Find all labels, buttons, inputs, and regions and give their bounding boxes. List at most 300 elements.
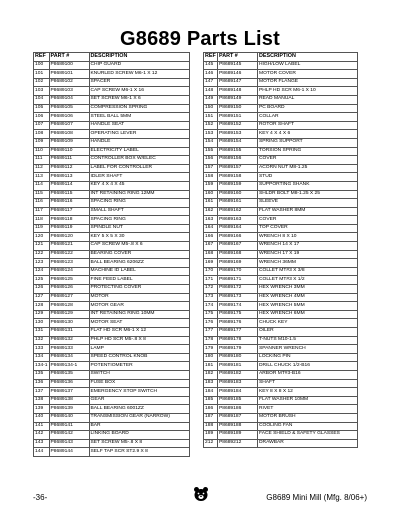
table-row [34, 379, 190, 388]
part-number-cell: P8689100 [49, 61, 89, 70]
ref-cell: 125 [34, 276, 50, 285]
description-cell: SPACING RING [89, 216, 189, 225]
ref-cell: 156 [204, 156, 218, 165]
description-cell: EMERGENCY STOP SWITCH [89, 388, 189, 397]
ref-cell: 182 [204, 370, 218, 379]
part-number-cell: P8689163 [218, 216, 258, 225]
table-row [204, 95, 358, 104]
part-number-cell: P8689141 [49, 422, 89, 431]
table-row [204, 242, 358, 251]
table-row [34, 285, 190, 294]
table-row [204, 413, 358, 422]
description-cell: HIGH/LOW LABEL [258, 61, 358, 70]
description-cell: CAP SCREW M6-1 X 16 [89, 87, 189, 96]
ref-cell: 148 [204, 87, 218, 96]
part-number-cell: P8689181 [218, 362, 258, 371]
table-row [34, 448, 190, 457]
table-row [34, 224, 190, 233]
ref-cell: 170 [204, 267, 218, 276]
table-row [204, 396, 358, 405]
description-cell: HEX WRENCH 4MM [258, 293, 358, 302]
table-row [204, 310, 358, 319]
description-cell: ARBOR MT#3-B16 [258, 370, 358, 379]
table-row [34, 302, 190, 311]
description-cell: COVER [258, 156, 358, 165]
description-cell: LOCKING PIN [258, 353, 358, 362]
table-row [34, 439, 190, 448]
description-cell: STUD [258, 173, 358, 182]
ref-cell: 132 [34, 336, 50, 345]
part-number-cell: P8689172 [218, 285, 258, 294]
description-cell: DRILL CHUCK 1/2-B16 [258, 362, 358, 371]
ref-cell: 169 [204, 259, 218, 268]
part-number-cell: P8689170 [218, 267, 258, 276]
table-row [34, 328, 190, 337]
part-number-cell: P8689140 [49, 413, 89, 422]
ref-cell: 184 [204, 388, 218, 397]
parts-table-right [203, 52, 358, 448]
table-row [204, 267, 358, 276]
description-cell: KEY 5 X 5 X 30 [89, 233, 189, 242]
description-cell: KEY 4 X 4 X 45 [89, 181, 189, 190]
description-cell: SET SCREW M5-.8 X 8 [89, 439, 189, 448]
ref-header: REF [34, 53, 50, 62]
table-row [204, 164, 358, 173]
ref-cell: 143 [34, 439, 50, 448]
table-row [204, 431, 358, 440]
part-number-cell: P8689119 [49, 224, 89, 233]
ref-cell: 154 [204, 138, 218, 147]
part-number-cell: P8689149 [218, 95, 258, 104]
table-row [34, 147, 190, 156]
description-cell: OPERATING LEVER [89, 130, 189, 139]
table-row [204, 156, 358, 165]
description-cell: TOP COVER [258, 224, 358, 233]
description-cell: STEEL BALL 5MM [89, 113, 189, 122]
part-number-cell: P8689154 [218, 138, 258, 147]
ref-cell: 139 [34, 405, 50, 414]
table-row [34, 207, 190, 216]
part-number-cell: P8689145 [218, 61, 258, 70]
table-row [204, 405, 358, 414]
description-cell: SPRING SUPPORT [258, 138, 358, 147]
part-number-cell: P8689180 [218, 353, 258, 362]
ref-cell: 140 [34, 413, 50, 422]
table-row [34, 250, 190, 259]
ref-cell: 153 [204, 130, 218, 139]
part-number-cell: P8689164 [218, 224, 258, 233]
part-number-cell: P8689138 [49, 396, 89, 405]
table-row [204, 78, 358, 87]
description-cell: TORSION SPRING [258, 147, 358, 156]
description-cell: CHIP GUARD [89, 61, 189, 70]
table-row [34, 164, 190, 173]
description-cell: SHAFT [258, 379, 358, 388]
description-cell: PC BOARD [258, 104, 358, 113]
table-row [204, 328, 358, 337]
part-number-cell: P8689182 [218, 370, 258, 379]
part-number-cell: P8689113 [49, 173, 89, 182]
ref-cell: 104 [34, 95, 50, 104]
table-row [34, 413, 190, 422]
table-row [34, 233, 190, 242]
ref-cell: 149 [204, 95, 218, 104]
description-cell: SET SCREW M6-1 X 6 [89, 95, 189, 104]
ref-cell: 187 [204, 413, 218, 422]
description-cell: WRENCH 14 X 17 [258, 242, 358, 251]
part-number-cell: P8689179 [218, 345, 258, 354]
table-row [34, 113, 190, 122]
part-header: PART # [49, 53, 89, 62]
part-number-cell: P8689124 [49, 267, 89, 276]
table-row [204, 302, 358, 311]
part-number-cell: P8689147 [218, 78, 258, 87]
table-row [34, 388, 190, 397]
table-row [204, 388, 358, 397]
part-number-cell: P8689121 [49, 242, 89, 251]
part-number-cell: P8689128 [49, 302, 89, 311]
page-title: G8689 Parts List [120, 28, 280, 50]
ref-cell: 103 [34, 87, 50, 96]
part-number-cell: P8689131 [49, 328, 89, 337]
ref-cell: 159 [204, 181, 218, 190]
ref-cell: 212 [204, 439, 218, 448]
ref-cell: 112 [34, 164, 50, 173]
table-row [34, 78, 190, 87]
part-number-cell: P8689122 [49, 250, 89, 259]
description-cell: MACHINE ID LABEL [89, 267, 189, 276]
ref-header: REF [205, 53, 216, 60]
description-cell: SMALL SHAFT [89, 207, 189, 216]
description-cell: OILER [258, 328, 358, 337]
part-number-cell: P8689127 [49, 293, 89, 302]
part-number-cell: P8689133 [49, 345, 89, 354]
table-row [34, 138, 190, 147]
ref-cell: 172 [204, 285, 218, 294]
table-row [34, 70, 190, 79]
description-cell: COLLET MT#3 X 3/8 [258, 267, 358, 276]
table-row [204, 138, 358, 147]
table-row [204, 190, 358, 199]
part-number-cell: P8689107 [49, 121, 89, 130]
table-row [34, 431, 190, 440]
ref-cell: 128 [34, 302, 50, 311]
ref-cell: 179 [204, 345, 218, 354]
description-header: DESCRIPTION [89, 53, 189, 62]
part-number-cell: P8689102 [49, 78, 89, 87]
table-row [34, 370, 190, 379]
description-cell: LINKING BOARD [89, 431, 189, 440]
ref-cell: 164 [204, 224, 218, 233]
part-number-cell: P8689174 [218, 302, 258, 311]
ref-cell: 176 [204, 319, 218, 328]
description-cell: COVER [258, 216, 358, 225]
ref-cell: 157 [204, 164, 218, 173]
parts-table-left [33, 52, 190, 457]
ref-cell: 181 [204, 362, 218, 371]
part-number-cell: P8689156 [218, 156, 258, 165]
part-number-cell: P8689185 [218, 396, 258, 405]
part-number-cell: P8689112 [49, 164, 89, 173]
table-row [204, 362, 358, 371]
part-number-cell: P8689139 [49, 405, 89, 414]
ref-cell: 117 [34, 207, 50, 216]
table-row [204, 113, 358, 122]
description-cell: PHLP HD SCR M5-.8 X 8 [89, 336, 189, 345]
ref-cell: 134 [34, 353, 50, 362]
table-row [34, 242, 190, 251]
description-cell: MOTOR FLANGE [258, 78, 358, 87]
description-cell: FLAT WASHER 10MM [258, 396, 358, 405]
ref-cell: 111 [34, 156, 50, 165]
ref-cell: 114 [34, 181, 50, 190]
ref-cell: 119 [34, 224, 50, 233]
part-number-cell: P8689184 [218, 388, 258, 397]
ref-cell: 109 [34, 138, 50, 147]
part-number-cell: P8689126 [49, 285, 89, 294]
ref-cell: 118 [34, 216, 50, 225]
table-row [34, 156, 190, 165]
table-row [204, 181, 358, 190]
ref-cell: 162 [204, 207, 218, 216]
table-row [204, 259, 358, 268]
table-row [204, 87, 358, 96]
ref-cell: 110 [34, 147, 50, 156]
table-row [204, 319, 358, 328]
ref-cell: 107 [34, 121, 50, 130]
table-row [204, 370, 358, 379]
description-cell: IDLER SHAFT [89, 173, 189, 182]
table-row [34, 216, 190, 225]
bear-head-icon [193, 486, 209, 502]
table-row [34, 121, 190, 130]
ref-cell: 120 [34, 233, 50, 242]
description-cell: BAR [89, 422, 189, 431]
part-number-cell: P8689175 [218, 310, 258, 319]
ref-cell: 113 [34, 173, 50, 182]
description-cell: FACE SHIELD & SAFETY GLASSES [258, 431, 358, 440]
table-row [34, 87, 190, 96]
description-cell: GEAR [89, 396, 189, 405]
ref-cell: 115 [34, 190, 50, 199]
description-cell: SWITCH [89, 370, 189, 379]
description-cell: ELECTRICITY LABEL [89, 147, 189, 156]
table-row [204, 216, 358, 225]
ref-cell: 122 [34, 250, 50, 259]
table-row [204, 422, 358, 431]
ref-cell: 174 [204, 302, 218, 311]
ref-cell: 126 [34, 285, 50, 294]
table-row [204, 130, 358, 139]
part-number-cell: P8689151 [218, 113, 258, 122]
ref-cell: 173 [204, 293, 218, 302]
description-cell: PHLP HD SCR M6-1 X 10 [258, 87, 358, 96]
part-number-cell: P8689129 [49, 310, 89, 319]
ref-cell: 185 [204, 396, 218, 405]
part-number-cell: P8689143 [49, 439, 89, 448]
ref-cell: 145 [204, 61, 218, 70]
description-cell: SLEEVE [258, 199, 358, 208]
table-row [204, 293, 358, 302]
part-number-cell: P8689166 [218, 233, 258, 242]
description-cell: KNURLED SCREW M6-1 X 12 [89, 70, 189, 79]
description-cell: FLAT WASHER 8MM [258, 207, 358, 216]
part-number-cell: P8689134 [49, 353, 89, 362]
part-number-cell: P8689178 [218, 336, 258, 345]
ref-cell: 106 [34, 113, 50, 122]
part-number-cell: P8689188 [218, 422, 258, 431]
description-cell: ROTOR SHAFT [258, 121, 358, 130]
ref-cell: 158 [204, 173, 218, 182]
description-header: DESCRIPTION [258, 53, 358, 62]
table-row [204, 233, 358, 242]
ref-cell: 121 [34, 242, 50, 251]
part-number-cell: P8689123 [49, 259, 89, 268]
ref-cell: 127 [34, 293, 50, 302]
description-cell: MOTOR SEAT [89, 319, 189, 328]
table-row [34, 61, 190, 70]
part-number-cell: P8689159 [218, 181, 258, 190]
part-number-cell: P8689169 [218, 259, 258, 268]
ref-cell: 134-1 [34, 362, 50, 371]
description-cell: WRENCH 8 X 10 [258, 233, 358, 242]
ref-cell: 166 [204, 233, 218, 242]
description-cell: LABEL FOR CONTROLLER [89, 164, 189, 173]
page-number: -36- [33, 493, 48, 502]
table-row [34, 104, 190, 113]
ref-cell: 186 [204, 405, 218, 414]
table-row [34, 190, 190, 199]
part-number-cell: P8689132 [49, 336, 89, 345]
part-number-cell: P8689104 [49, 95, 89, 104]
description-cell: SUPPORTING SHANK [258, 181, 358, 190]
part-number-cell: P8689109 [49, 138, 89, 147]
part-number-cell: P8689173 [218, 293, 258, 302]
table-row [34, 95, 190, 104]
description-cell: TRANSMISSION GEAR (NARROW) [89, 413, 189, 422]
part-number-cell: P8689130 [49, 319, 89, 328]
part-number-cell: P8689171 [218, 276, 258, 285]
model-footer: G8689 Mini Mill (Mfg. 8/06+) [266, 493, 367, 502]
description-cell: COOLING FAN [258, 422, 358, 431]
table-row [204, 345, 358, 354]
ref-cell: 175 [204, 310, 218, 319]
description-cell: HEX WRENCH 3MM [258, 285, 358, 294]
ref-cell: 100 [34, 61, 50, 70]
ref-cell: 189 [204, 431, 218, 440]
description-cell: MOTOR BRUSH [258, 413, 358, 422]
description-cell: FLAT HD SCR M6-1 X 12 [89, 328, 189, 337]
table-row [204, 276, 358, 285]
ref-cell: 163 [204, 216, 218, 225]
table-row [204, 61, 358, 70]
description-cell: HEX WRENCH 6MM [258, 310, 358, 319]
table-row [34, 181, 190, 190]
part-number-cell: P8689167 [218, 242, 258, 251]
part-number-cell: P8689189 [218, 431, 258, 440]
ref-cell: 183 [204, 379, 218, 388]
ref-cell: 105 [34, 104, 50, 113]
ref-cell: 137 [34, 388, 50, 397]
part-number-cell: P8689114 [49, 181, 89, 190]
description-cell: RIVET [258, 405, 358, 414]
description-cell: MOTOR [89, 293, 189, 302]
table-row [34, 319, 190, 328]
part-number-cell: P8689157 [218, 164, 258, 173]
ref-cell: 147 [204, 78, 218, 87]
part-number-cell: P8689135 [49, 370, 89, 379]
table-row [34, 293, 190, 302]
part-number-cell: P8689103 [49, 87, 89, 96]
table-row [34, 345, 190, 354]
ref-cell: 116 [34, 199, 50, 208]
table-row [34, 259, 190, 268]
table-row [34, 310, 190, 319]
part-number-cell: P8689111 [49, 156, 89, 165]
part-number-cell: P8689153 [218, 130, 258, 139]
ref-cell: 178 [204, 336, 218, 345]
ref-cell: 102 [34, 78, 50, 87]
description-cell: FINE FEED LABEL [89, 276, 189, 285]
description-cell: ACORN NUT M8-1.25 [258, 164, 358, 173]
description-cell: SPACING RING [89, 199, 189, 208]
table-row [34, 405, 190, 414]
part-number-cell: P8689155 [218, 147, 258, 156]
table-row [34, 130, 190, 139]
description-cell: MOTOR COVER [258, 70, 358, 79]
ref-cell: 168 [204, 250, 218, 259]
description-cell: SELF TAP SCR ST2.9 X 8 [89, 448, 189, 457]
description-cell: COLLET MT#3 X 1/2 [258, 276, 358, 285]
ref-cell: 144 [34, 448, 50, 457]
table-row [204, 379, 358, 388]
part-number-cell: P8689110 [49, 147, 89, 156]
description-cell: SHLDR BOLT M8-1.25 X 25 [258, 190, 358, 199]
ref-cell: 136 [34, 379, 50, 388]
description-cell: DRAWBAR [258, 439, 358, 448]
part-number-cell: P8689125 [49, 276, 89, 285]
part-number-cell: P8689158 [218, 173, 258, 182]
ref-cell: 151 [204, 113, 218, 122]
table-row [204, 336, 358, 345]
description-cell: MOTOR GEAR [89, 302, 189, 311]
description-cell: CHUCK KEY [258, 319, 358, 328]
ref-cell: 138 [34, 396, 50, 405]
table-row [204, 173, 358, 182]
table-row [34, 422, 190, 431]
part-number-cell: P8689177 [218, 328, 258, 337]
description-cell: WRENCH 36MM [258, 259, 358, 268]
ref-cell: 133 [34, 345, 50, 354]
table-row [34, 276, 190, 285]
description-cell: SPEED CONTROL KNOB [89, 353, 189, 362]
ref-cell: 130 [34, 319, 50, 328]
table-row [204, 199, 358, 208]
part-number-cell: P8689105 [49, 104, 89, 113]
description-cell: KEY 4 X 4 X 6 [258, 130, 358, 139]
part-number-cell: P8689144 [49, 448, 89, 457]
description-cell: HEX WRENCH 5MM [258, 302, 358, 311]
ref-cell: 141 [34, 422, 50, 431]
ref-cell: 146 [204, 70, 218, 79]
table-row [204, 104, 358, 113]
part-number-cell: P8689120 [49, 233, 89, 242]
part-number-cell: P8689150 [218, 104, 258, 113]
part-header: PART # [218, 53, 258, 62]
ref-cell: 135 [34, 370, 50, 379]
table-row [204, 70, 358, 79]
ref-cell: 124 [34, 267, 50, 276]
